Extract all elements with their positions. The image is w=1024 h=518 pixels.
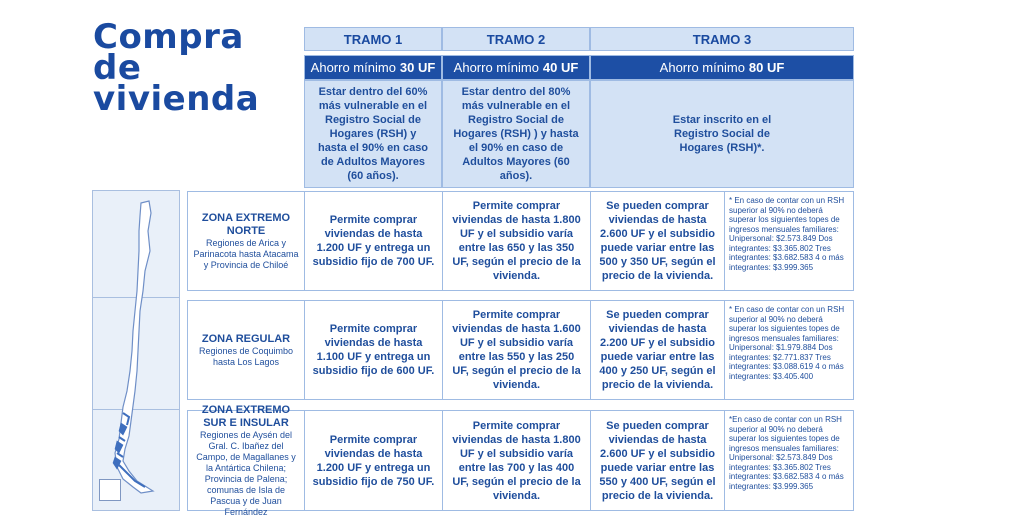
ahorro-label: Ahorro mínimo — [310, 60, 396, 75]
tramo-1-requisito: Estar dentro del 60% más vulnerable en el Registro Social de Hogares (RSH) y hasta el 90% en caso de Adultos Mayores (60 años). — [304, 80, 442, 188]
islands-inset-map — [99, 479, 121, 501]
zone-name: ZONA REGULAR — [201, 332, 291, 345]
ahorro-value: 30 UF — [399, 60, 436, 75]
zone-tramo-3-benefit: Se pueden comprar viviendas de hasta 2.600 UF y el subsidio puede variar entre las 550 y 400 UF, según el precio de la vivienda. — [599, 419, 716, 502]
zone-tramo-1-benefit: Permite comprar viviendas de hasta 1.100 UF y entrega un subsidio fijo de 600 UF. — [312, 323, 435, 377]
page-title — [93, 17, 293, 119]
tramo-2-header: TRAMO 2 — [442, 27, 590, 51]
zone-tramo-1-benefit: Permite comprar viviendas de hasta 1.200 UF y entrega un subsidio fijo de 750 UF. — [312, 433, 435, 488]
tramo-3-header: TRAMO 3 — [590, 27, 854, 51]
zone-tramo-3-benefit: Se pueden comprar viviendas de hasta 2.200 UF y el subsidio puede variar entre las 400 y 250 UF, según el precio de la vivienda. — [599, 309, 716, 391]
zone-name: ZONA EXTREMO NORTE — [201, 211, 291, 237]
zone-label — [188, 192, 304, 290]
tramo-1-header: TRAMO 1 — [304, 27, 442, 51]
tramo-2-ahorro — [442, 55, 590, 80]
income-cap-note: * En caso de contar con un RSH superior al 90% no deberá superar los siguientes topes de ingresos mensuales familiares: Unipersonal: $1.979.884 Dos integrantes: $2.771.837 Tres integrantes: $3.088.619 4 o más integrantes: $3.405.400 — [729, 305, 845, 381]
zone-description: Regiones de Arica y Parinacota hasta Atacama y Provincia de Chiloé — [193, 237, 299, 270]
zone-description: Regiones de Coquimbo hasta Los Lagos — [198, 345, 294, 367]
zone-tramo-2-benefit: Permite comprar viviendas de hasta 1.800 UF y el subsidio varía entre las 700 y las 400 UF, según el precio de la vivienda. — [452, 419, 581, 502]
title-line-2: de — [93, 48, 142, 88]
zone-label — [188, 301, 304, 399]
zone-tramo-2-benefit: Permite comprar viviendas de hasta 1.800 UF y el subsidio varía entre las 650 y las 350 UF, según el precio de la vivienda. — [452, 200, 581, 282]
zone-tramo-3-benefit: Se pueden comprar viviendas de hasta 2.600 UF y el subsidio puede variar entre las 500 y 350 UF, según el precio de la vivienda. — [599, 200, 716, 282]
zone-description: Regiones de Aysén del Gral. C. Ibañez del Campo, de Magallanes y la Antártica Chilena; Provincia de Palena; comunas de Isla de Pascua y de Juan Fernández — [196, 429, 296, 517]
tramo-3-requisito: Estar inscrito en el Registro Social de Hogares (RSH)*. — [590, 80, 854, 188]
ahorro-label: Ahorro mínimo — [659, 60, 745, 75]
ahorro-value: 80 UF — [748, 60, 785, 75]
zone-label — [188, 403, 304, 517]
zone-name: ZONA EXTREMO SUR E INSULAR — [201, 403, 291, 429]
zone-tramo-2-benefit: Permite comprar viviendas de hasta 1.600 UF y el subsidio varía entre las 550 y las 250 UF, según el precio de la vivienda. — [452, 309, 581, 391]
tramo-2-requisito: Estar dentro del 80% más vulnerable en el Registro Social de Hogares (RSH) ) y hasta el 90% en caso de Adultos Mayores (60 años). — [442, 80, 590, 188]
ahorro-value: 40 UF — [542, 60, 579, 75]
tramo-3-ahorro — [590, 55, 854, 80]
ahorro-label: Ahorro mínimo — [453, 60, 539, 75]
zone-tramo-1-benefit: Permite comprar viviendas de hasta 1.200 UF y entrega un subsidio fijo de 700 UF. — [312, 214, 435, 268]
title-line-3: vivienda — [93, 79, 260, 119]
chile-outline-icon — [93, 191, 180, 511]
income-cap-note: * En caso de contar con un RSH superior al 90% no deberá superar los siguientes topes de ingresos mensuales familiares: Unipersonal: $2.573.849 Dos integrantes: $3.365.802 Tres integrantes: $3.682.583 4 o más integrantes: $3.999.365 — [729, 196, 845, 272]
chile-map — [92, 190, 180, 511]
tramo-1-ahorro — [304, 55, 442, 80]
title-line-1: Compra — [93, 17, 244, 57]
income-cap-note: *En caso de contar con un RSH superior al 90% no deberá superar los siguientes topes de ingresos mensuales familiares: Unipersonal: $2.573.849 Dos integrantes: $3.365.802 Tres integrantes: $3.682.583 4 o más integrantes: $3.999.365 — [729, 415, 844, 491]
